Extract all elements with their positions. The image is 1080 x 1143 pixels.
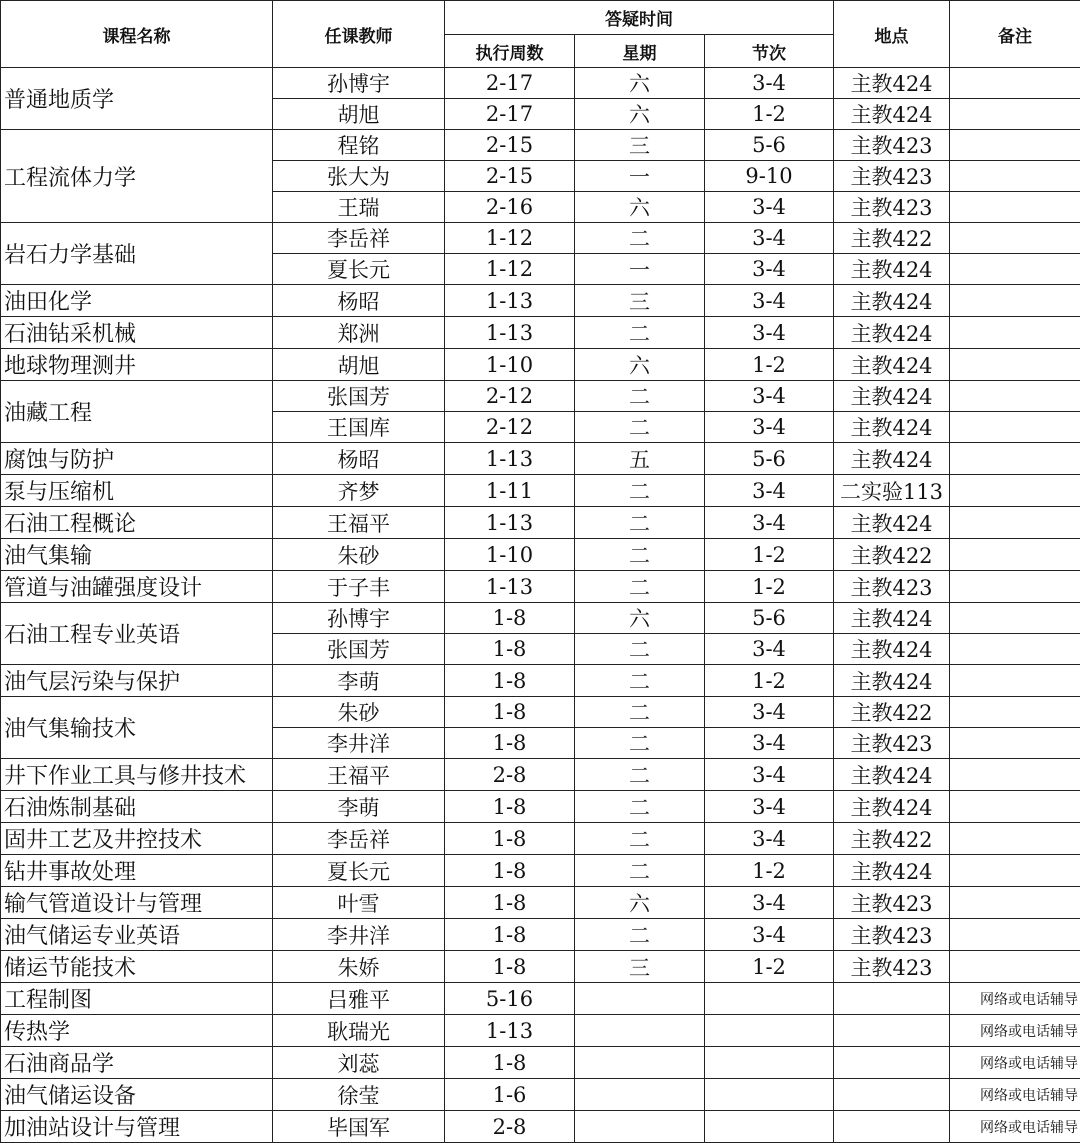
period-cell: 3-4 — [705, 412, 834, 443]
location-cell: 主教422 — [834, 823, 950, 855]
course-name-cell: 油气集输技术 — [1, 697, 273, 759]
header-weeks: 执行周数 — [445, 35, 575, 68]
teacher-cell: 朱娇 — [273, 951, 445, 983]
weeks-cell: 1-8 — [445, 887, 575, 919]
teacher-cell: 李萌 — [273, 665, 445, 697]
teacher-cell: 夏长元 — [273, 855, 445, 887]
teacher-cell: 李萌 — [273, 791, 445, 823]
weeks-cell: 1-8 — [445, 728, 575, 759]
period-cell: 3-4 — [705, 192, 834, 223]
period-cell: 1-2 — [705, 349, 834, 381]
period-cell: 1-2 — [705, 855, 834, 887]
note-cell — [950, 130, 1080, 161]
table-row — [1, 855, 1080, 887]
weeks-cell: 2-12 — [445, 381, 575, 412]
note-cell — [950, 412, 1080, 443]
period-cell: 3-4 — [705, 254, 834, 285]
period-cell: 5-6 — [705, 130, 834, 161]
weekday-cell: 二 — [575, 634, 705, 665]
course-name-cell: 地球物理测井 — [1, 349, 273, 381]
location-cell: 主教424 — [834, 68, 950, 99]
table-row — [1, 285, 1080, 317]
note-cell — [950, 443, 1080, 475]
note-cell — [950, 381, 1080, 412]
note-cell — [950, 223, 1080, 254]
note-cell — [950, 161, 1080, 192]
course-name-cell: 石油商品学 — [1, 1047, 273, 1079]
note-cell — [950, 728, 1080, 759]
period-cell — [705, 983, 834, 1015]
header-weekday: 星期 — [575, 35, 705, 68]
weeks-cell: 2-15 — [445, 130, 575, 161]
weeks-cell: 2-8 — [445, 759, 575, 791]
location-cell — [834, 983, 950, 1015]
location-cell: 主教423 — [834, 130, 950, 161]
weekday-cell: 二 — [575, 381, 705, 412]
period-cell: 3-4 — [705, 68, 834, 99]
weeks-cell: 1-13 — [445, 317, 575, 349]
weekday-cell: 二 — [575, 855, 705, 887]
weeks-cell: 1-12 — [445, 254, 575, 285]
course-name-cell: 石油工程概论 — [1, 507, 273, 539]
period-cell: 3-4 — [705, 223, 834, 254]
location-cell: 主教424 — [834, 507, 950, 539]
location-cell: 主教424 — [834, 254, 950, 285]
period-cell: 3-4 — [705, 285, 834, 317]
teacher-cell: 郑洲 — [273, 317, 445, 349]
course-name-cell: 石油炼制基础 — [1, 791, 273, 823]
teacher-cell: 胡旭 — [273, 349, 445, 381]
course-name-cell: 井下作业工具与修井技术 — [1, 759, 273, 791]
weeks-cell: 1-8 — [445, 634, 575, 665]
table-row — [1, 697, 1080, 728]
table-row — [1, 571, 1080, 603]
weekday-cell: 六 — [575, 192, 705, 223]
teacher-cell: 孙博宇 — [273, 603, 445, 634]
course-name-cell: 油气储运专业英语 — [1, 919, 273, 951]
course-name-cell: 腐蚀与防护 — [1, 443, 273, 475]
note-cell — [950, 507, 1080, 539]
weeks-cell: 2-12 — [445, 412, 575, 443]
teacher-cell: 徐莹 — [273, 1079, 445, 1111]
period-cell: 3-4 — [705, 759, 834, 791]
location-cell: 主教423 — [834, 887, 950, 919]
weekday-cell: 二 — [575, 665, 705, 697]
teacher-cell: 孙博宇 — [273, 68, 445, 99]
period-cell: 3-4 — [705, 919, 834, 951]
table-row — [1, 887, 1080, 919]
weekday-cell: 六 — [575, 887, 705, 919]
location-cell: 主教424 — [834, 317, 950, 349]
note-cell — [950, 855, 1080, 887]
location-cell: 主教424 — [834, 634, 950, 665]
location-cell: 主教422 — [834, 223, 950, 254]
table-row — [1, 951, 1080, 983]
location-cell: 主教424 — [834, 603, 950, 634]
table-row — [1, 381, 1080, 412]
note-cell: 网络或电话辅导 — [950, 983, 1080, 1015]
teacher-cell: 夏长元 — [273, 254, 445, 285]
period-cell: 3-4 — [705, 634, 834, 665]
location-cell: 主教424 — [834, 665, 950, 697]
weeks-cell: 1-8 — [445, 665, 575, 697]
note-cell — [950, 68, 1080, 99]
weekday-cell: 二 — [575, 539, 705, 571]
location-cell — [834, 1079, 950, 1111]
location-cell: 主教423 — [834, 951, 950, 983]
weeks-cell: 1-8 — [445, 603, 575, 634]
teacher-cell: 王福平 — [273, 507, 445, 539]
period-cell: 1-2 — [705, 665, 834, 697]
note-cell — [950, 349, 1080, 381]
weekday-cell — [575, 1015, 705, 1047]
table-row — [1, 1079, 1080, 1111]
table-row — [1, 919, 1080, 951]
weeks-cell: 2-17 — [445, 68, 575, 99]
note-cell — [950, 571, 1080, 603]
location-cell: 主教424 — [834, 381, 950, 412]
teacher-cell: 王国库 — [273, 412, 445, 443]
location-cell: 主教424 — [834, 285, 950, 317]
table-body — [1, 68, 1080, 1143]
note-cell — [950, 823, 1080, 855]
teacher-cell: 叶雪 — [273, 887, 445, 919]
weekday-cell: 二 — [575, 791, 705, 823]
location-cell: 主教423 — [834, 192, 950, 223]
weeks-cell: 2-15 — [445, 161, 575, 192]
weekday-cell: 二 — [575, 571, 705, 603]
course-name-cell: 储运节能技术 — [1, 951, 273, 983]
course-name-cell: 泵与压缩机 — [1, 475, 273, 507]
header-location: 地点 — [834, 1, 950, 68]
weekday-cell: 二 — [575, 728, 705, 759]
course-name-cell: 岩石力学基础 — [1, 223, 273, 285]
header-period: 节次 — [705, 35, 834, 68]
weeks-cell: 1-6 — [445, 1079, 575, 1111]
period-cell: 3-4 — [705, 381, 834, 412]
location-cell — [834, 1047, 950, 1079]
teacher-cell: 杨昭 — [273, 443, 445, 475]
location-cell: 主教424 — [834, 855, 950, 887]
header-course: 课程名称 — [1, 1, 273, 68]
weekday-cell — [575, 983, 705, 1015]
note-cell — [950, 919, 1080, 951]
weekday-cell: 三 — [575, 951, 705, 983]
weekday-cell: 二 — [575, 823, 705, 855]
note-cell — [950, 951, 1080, 983]
course-name-cell: 油气集输 — [1, 539, 273, 571]
table-row — [1, 317, 1080, 349]
table-row — [1, 983, 1080, 1015]
location-cell: 主教424 — [834, 99, 950, 130]
course-name-cell: 钻井事故处理 — [1, 855, 273, 887]
period-cell: 3-4 — [705, 791, 834, 823]
period-cell: 1-2 — [705, 539, 834, 571]
table-row — [1, 759, 1080, 791]
course-name-cell: 普通地质学 — [1, 68, 273, 130]
table-row — [1, 349, 1080, 381]
weekday-cell: 二 — [575, 475, 705, 507]
table-header — [1, 1, 1080, 68]
course-name-cell: 输气管道设计与管理 — [1, 887, 273, 919]
weekday-cell — [575, 1079, 705, 1111]
course-name-cell: 加油站设计与管理 — [1, 1111, 273, 1143]
weeks-cell: 1-8 — [445, 823, 575, 855]
weeks-cell: 1-13 — [445, 507, 575, 539]
teacher-cell: 李岳祥 — [273, 223, 445, 254]
period-cell: 3-4 — [705, 823, 834, 855]
weekday-cell: 二 — [575, 507, 705, 539]
period-cell: 3-4 — [705, 507, 834, 539]
period-cell: 3-4 — [705, 728, 834, 759]
period-cell: 3-4 — [705, 475, 834, 507]
weeks-cell: 1-13 — [445, 571, 575, 603]
table-row — [1, 68, 1080, 99]
weekday-cell — [575, 1111, 705, 1143]
weekday-cell: 三 — [575, 285, 705, 317]
weekday-cell: 二 — [575, 317, 705, 349]
location-cell — [834, 1015, 950, 1047]
teacher-cell: 刘蕊 — [273, 1047, 445, 1079]
note-cell — [950, 192, 1080, 223]
period-cell: 5-6 — [705, 603, 834, 634]
teacher-cell: 王瑞 — [273, 192, 445, 223]
location-cell: 主教423 — [834, 919, 950, 951]
period-cell: 1-2 — [705, 99, 834, 130]
note-cell — [950, 634, 1080, 665]
weekday-cell: 六 — [575, 603, 705, 634]
teacher-cell: 张国芳 — [273, 634, 445, 665]
table-row — [1, 507, 1080, 539]
location-cell: 主教423 — [834, 571, 950, 603]
period-cell: 3-4 — [705, 887, 834, 919]
table-row — [1, 539, 1080, 571]
teacher-cell: 李岳祥 — [273, 823, 445, 855]
teacher-cell: 杨昭 — [273, 285, 445, 317]
weeks-cell: 1-8 — [445, 1047, 575, 1079]
note-cell: 网络或电话辅导 — [950, 1079, 1080, 1111]
period-cell: 3-4 — [705, 697, 834, 728]
note-cell — [950, 99, 1080, 130]
table-row — [1, 475, 1080, 507]
location-cell: 主教423 — [834, 728, 950, 759]
note-cell — [950, 539, 1080, 571]
weekday-cell: 二 — [575, 759, 705, 791]
weeks-cell: 1-10 — [445, 539, 575, 571]
note-cell — [950, 697, 1080, 728]
weekday-cell: 二 — [575, 223, 705, 254]
note-cell — [950, 285, 1080, 317]
note-cell: 网络或电话辅导 — [950, 1111, 1080, 1143]
note-cell: 网络或电话辅导 — [950, 1047, 1080, 1079]
note-cell — [950, 665, 1080, 697]
teacher-cell: 李井洋 — [273, 728, 445, 759]
weekday-cell: 六 — [575, 68, 705, 99]
header-teacher: 任课教师 — [273, 1, 445, 68]
weekday-cell: 二 — [575, 919, 705, 951]
period-cell: 5-6 — [705, 443, 834, 475]
teacher-cell: 于子丰 — [273, 571, 445, 603]
teacher-cell: 齐梦 — [273, 475, 445, 507]
header-qa-time: 答疑时间 — [445, 1, 834, 35]
table-row — [1, 1047, 1080, 1079]
note-cell — [950, 791, 1080, 823]
weeks-cell: 2-17 — [445, 99, 575, 130]
weekday-cell: 五 — [575, 443, 705, 475]
period-cell: 1-2 — [705, 571, 834, 603]
table-row — [1, 823, 1080, 855]
period-cell — [705, 1015, 834, 1047]
weeks-cell: 5-16 — [445, 983, 575, 1015]
weeks-cell: 1-8 — [445, 791, 575, 823]
location-cell — [834, 1111, 950, 1143]
weeks-cell: 1-13 — [445, 285, 575, 317]
weeks-cell: 1-8 — [445, 855, 575, 887]
weekday-cell: 二 — [575, 412, 705, 443]
table-row — [1, 665, 1080, 697]
location-cell: 主教423 — [834, 161, 950, 192]
period-cell: 9-10 — [705, 161, 834, 192]
weekday-cell — [575, 1047, 705, 1079]
weeks-cell: 1-13 — [445, 1015, 575, 1047]
table-row — [1, 1015, 1080, 1047]
location-cell: 主教424 — [834, 759, 950, 791]
weekday-cell: 六 — [575, 99, 705, 130]
weekday-cell: 一 — [575, 161, 705, 192]
location-cell: 主教424 — [834, 443, 950, 475]
teacher-cell: 程铭 — [273, 130, 445, 161]
weeks-cell: 1-8 — [445, 919, 575, 951]
teacher-cell: 李井洋 — [273, 919, 445, 951]
teacher-cell: 王福平 — [273, 759, 445, 791]
weeks-cell: 2-16 — [445, 192, 575, 223]
location-cell: 主教422 — [834, 539, 950, 571]
note-cell — [950, 603, 1080, 634]
course-name-cell: 油藏工程 — [1, 381, 273, 443]
table-row — [1, 223, 1080, 254]
note-cell — [950, 759, 1080, 791]
weeks-cell: 1-11 — [445, 475, 575, 507]
location-cell: 二实验113 — [834, 475, 950, 507]
table-row — [1, 791, 1080, 823]
course-name-cell: 工程流体力学 — [1, 130, 273, 223]
period-cell: 1-2 — [705, 951, 834, 983]
note-cell — [950, 317, 1080, 349]
course-name-cell: 工程制图 — [1, 983, 273, 1015]
weekday-cell: 二 — [575, 697, 705, 728]
teacher-cell: 张国芳 — [273, 381, 445, 412]
location-cell: 主教422 — [834, 697, 950, 728]
teacher-cell: 毕国军 — [273, 1111, 445, 1143]
course-name-cell: 固井工艺及井控技术 — [1, 823, 273, 855]
weeks-cell: 1-12 — [445, 223, 575, 254]
table-row — [1, 130, 1080, 161]
course-name-cell: 石油钻采机械 — [1, 317, 273, 349]
weekday-cell: 六 — [575, 349, 705, 381]
weeks-cell: 1-8 — [445, 951, 575, 983]
table-row — [1, 1111, 1080, 1143]
weeks-cell: 1-10 — [445, 349, 575, 381]
course-name-cell: 油气储运设备 — [1, 1079, 273, 1111]
weekday-cell: 一 — [575, 254, 705, 285]
period-cell — [705, 1047, 834, 1079]
period-cell — [705, 1111, 834, 1143]
course-name-cell: 管道与油罐强度设计 — [1, 571, 273, 603]
teacher-cell: 吕雅平 — [273, 983, 445, 1015]
weeks-cell: 1-8 — [445, 697, 575, 728]
period-cell: 3-4 — [705, 317, 834, 349]
teacher-cell: 耿瑞光 — [273, 1015, 445, 1047]
weekday-cell: 三 — [575, 130, 705, 161]
teacher-cell: 朱砂 — [273, 539, 445, 571]
header-note: 备注 — [950, 1, 1080, 68]
period-cell — [705, 1079, 834, 1111]
course-name-cell: 油气层污染与保护 — [1, 665, 273, 697]
note-cell — [950, 254, 1080, 285]
location-cell: 主教424 — [834, 349, 950, 381]
course-name-cell: 石油工程专业英语 — [1, 603, 273, 665]
course-name-cell: 油田化学 — [1, 285, 273, 317]
table-row — [1, 443, 1080, 475]
table-row — [1, 603, 1080, 634]
teacher-cell: 胡旭 — [273, 99, 445, 130]
teacher-cell: 朱砂 — [273, 697, 445, 728]
weeks-cell: 2-8 — [445, 1111, 575, 1143]
note-cell — [950, 887, 1080, 919]
note-cell: 网络或电话辅导 — [950, 1015, 1080, 1047]
note-cell — [950, 475, 1080, 507]
location-cell: 主教424 — [834, 412, 950, 443]
teacher-cell: 张大为 — [273, 161, 445, 192]
location-cell: 主教424 — [834, 791, 950, 823]
course-name-cell: 传热学 — [1, 1015, 273, 1047]
weeks-cell: 1-13 — [445, 443, 575, 475]
